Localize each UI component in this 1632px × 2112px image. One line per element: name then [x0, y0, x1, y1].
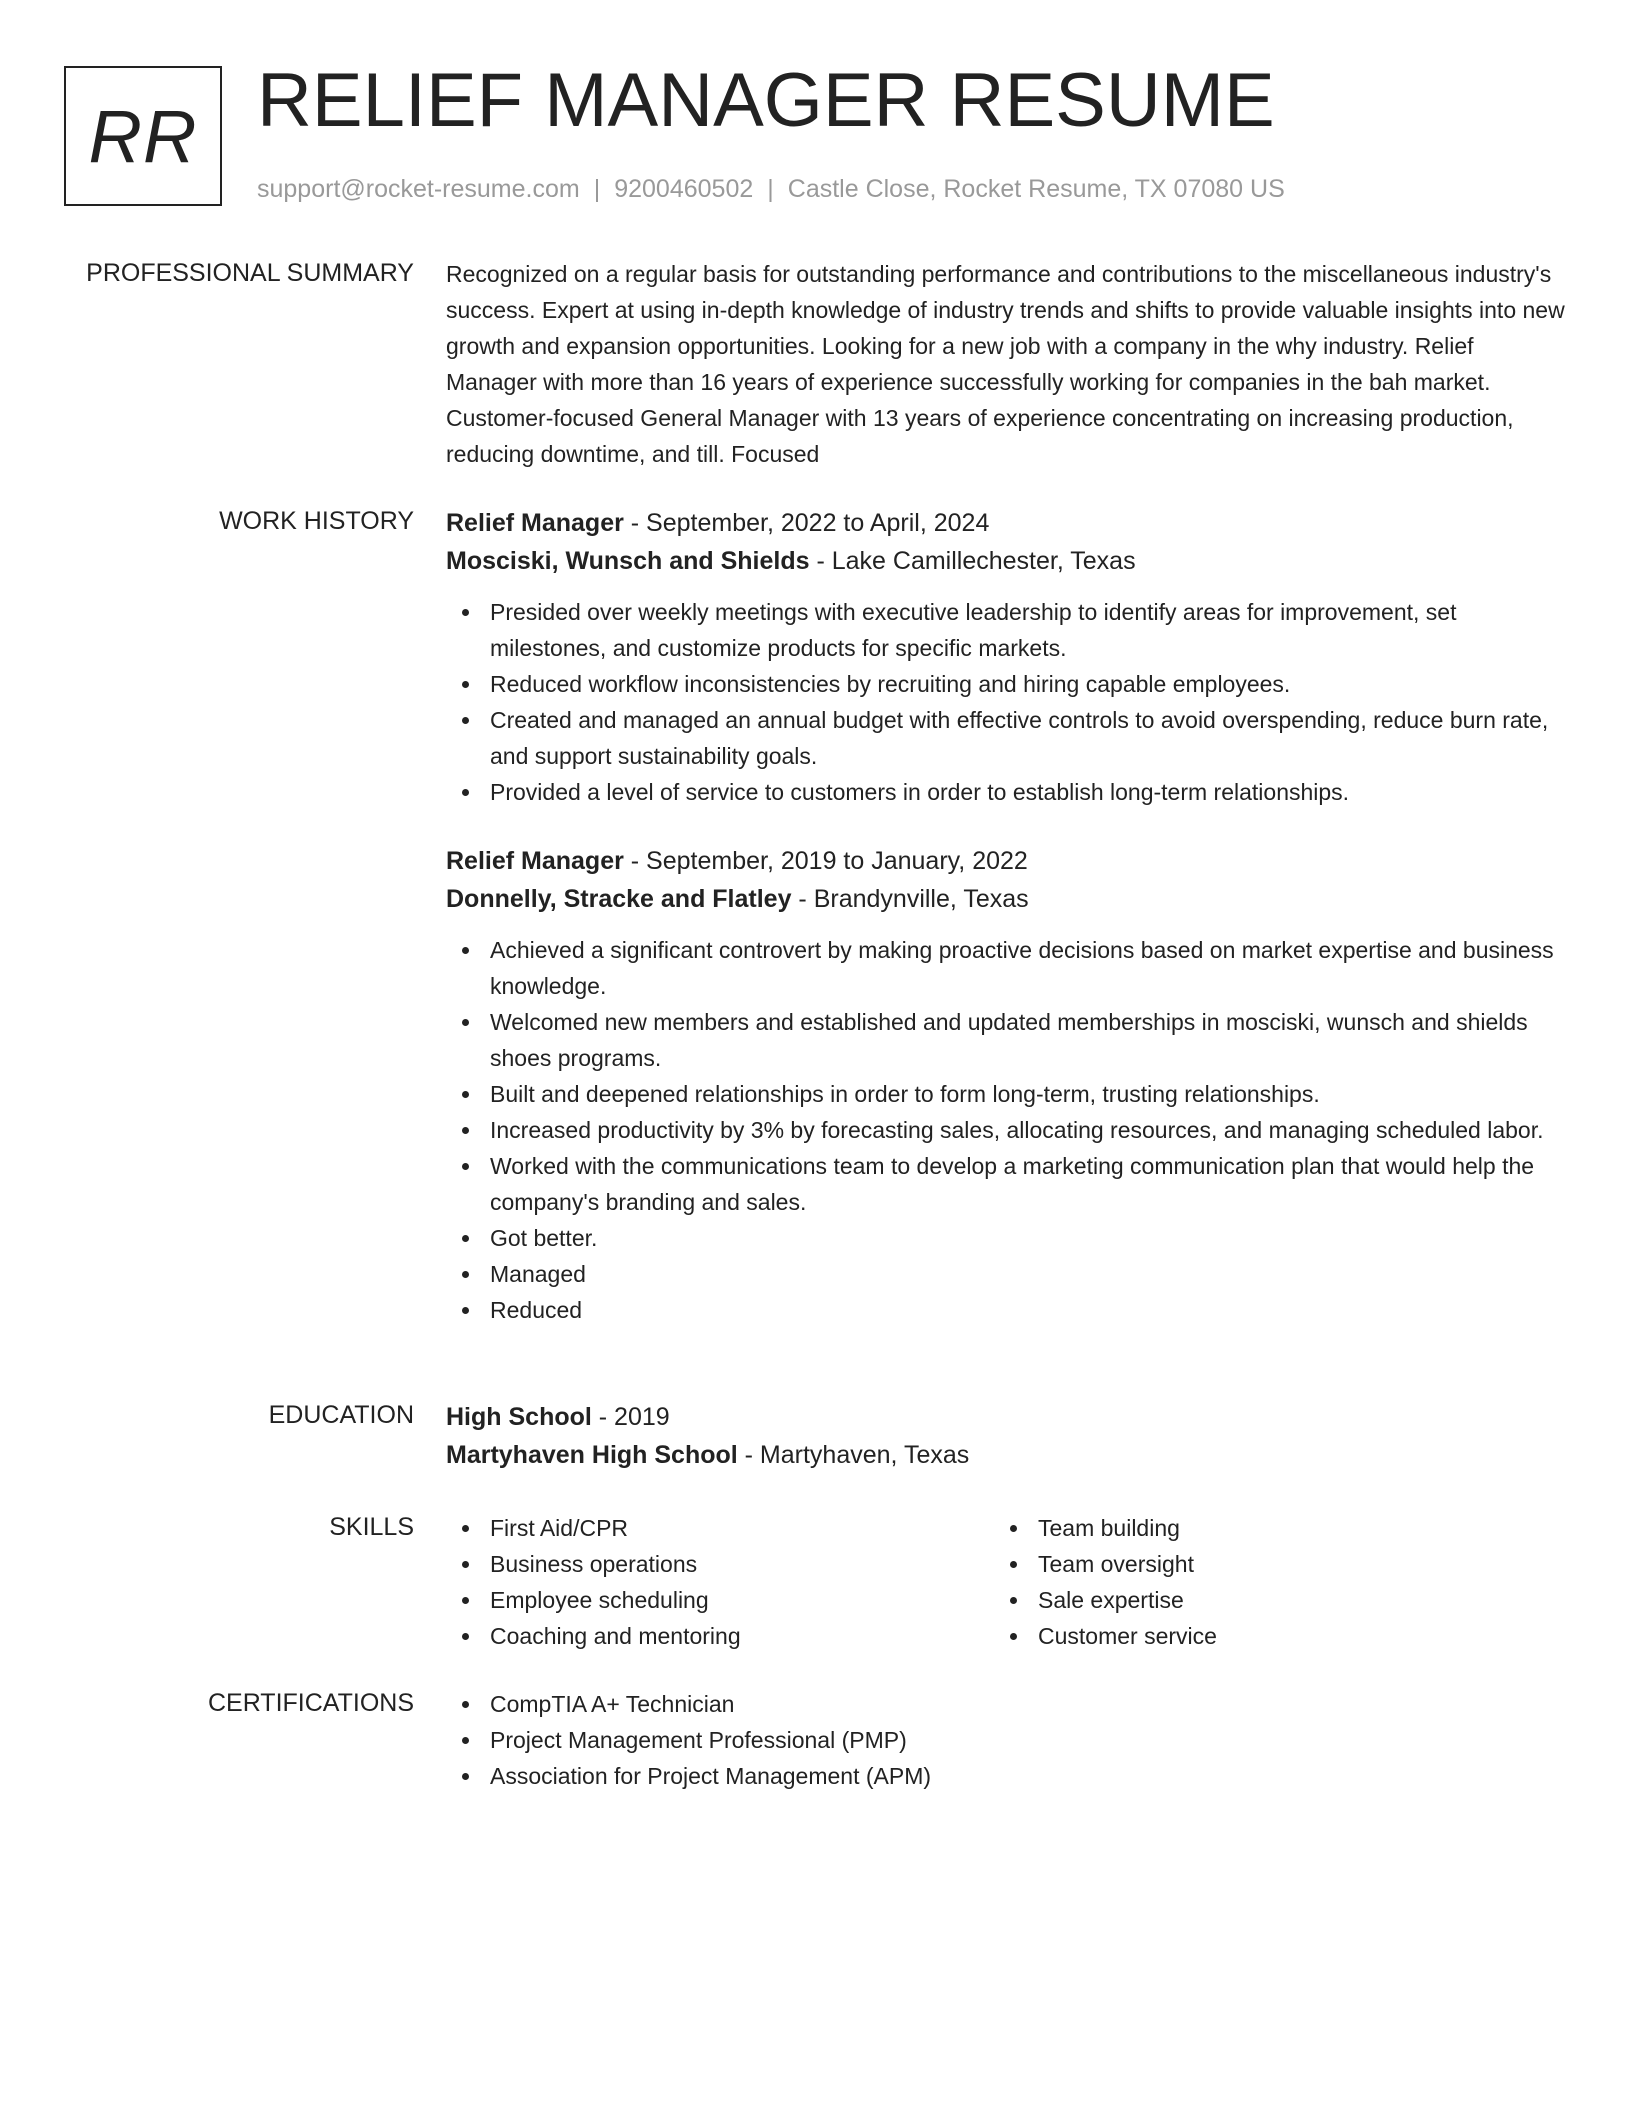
job-company-line — [446, 542, 1568, 580]
contact-line — [257, 174, 1285, 204]
education-degree-line — [446, 1398, 1568, 1436]
skills-content — [446, 1510, 1568, 1654]
section-label-certifications: CERTIFICATIONS — [207, 1689, 414, 1717]
job-title-line — [446, 504, 1568, 542]
job-title: Relief Manager — [446, 509, 624, 537]
summary-content — [446, 256, 1568, 472]
list-item: Customer service — [994, 1618, 1542, 1654]
list-item: Got better. — [446, 1220, 1568, 1256]
education-school: Martyhaven High School — [446, 1441, 738, 1469]
skills-column-right — [994, 1510, 1542, 1654]
list-item: Welcomed new members and established and updated memberships in mosciski, wunsch and shields shoes programs. — [446, 1004, 1568, 1076]
education-school-line — [446, 1436, 1568, 1474]
list-item: Reduced — [446, 1292, 1568, 1328]
list-item: Sale expertise — [994, 1582, 1542, 1618]
job-bullets — [446, 932, 1568, 1328]
education-location: - Martyhaven, Texas — [737, 1441, 970, 1469]
list-item: Increased productivity by 3% by forecasting sales, allocating resources, and managing scheduled labor. — [446, 1112, 1568, 1148]
certifications-content — [446, 1686, 1568, 1794]
skills-column-left — [446, 1510, 994, 1654]
contact-separator: | — [767, 175, 774, 203]
list-item: Managed — [446, 1256, 1568, 1292]
contact-phone: 9200460502 — [614, 175, 754, 203]
list-item: Team building — [994, 1510, 1542, 1546]
section-label-skills: SKILLS — [329, 1513, 414, 1541]
education-year: - 2019 — [591, 1403, 670, 1431]
job-dates: - September, 2022 to April, 2024 — [623, 509, 990, 537]
list-item: Achieved a significant controvert by making proactive decisions based on market expertise and business knowledge. — [446, 932, 1568, 1004]
list-item: Business operations — [446, 1546, 994, 1582]
list-item: Built and deepened relationships in order to form long-term, trusting relationships. — [446, 1076, 1568, 1112]
job-company: Mosciski, Wunsch and Shields — [446, 547, 810, 575]
list-item: First Aid/CPR — [446, 1510, 994, 1546]
list-item: Worked with the communications team to develop a marketing communication plan that would help the company's branding and sales. — [446, 1148, 1568, 1220]
summary-text: Recognized on a regular basis for outstanding performance and contributions to the miscellaneous industry's success. Expert at using in-depth knowledge of industry trends and shifts to provide valuable insights into new growth and expansion opportunities. Looking for a new job with a company in the why industry. Relief Manager with more than 16 years of experience successfully working for companies in the bah market. Customer-focused General Manager with 13 years of experience concentrating on increasing production, reducing downtime, and till. Focused — [446, 261, 1565, 467]
section-label-summary: PROFESSIONAL SUMMARY — [86, 259, 414, 287]
list-item: Project Management Professional (PMP) — [446, 1722, 1568, 1758]
section-label-work-history: WORK HISTORY — [219, 507, 414, 535]
contact-separator: | — [593, 175, 601, 203]
list-item: Team oversight — [994, 1546, 1542, 1582]
education-degree: High School — [446, 1403, 592, 1431]
list-item: Reduced workflow inconsistencies by recruiting and hiring capable employees. — [446, 666, 1568, 702]
monogram: RR — [88, 94, 198, 178]
job-location: - Brandynville, Texas — [791, 885, 1029, 913]
job-bullets — [446, 594, 1568, 810]
job-title: Relief Manager — [446, 847, 624, 875]
education-content — [446, 1398, 1568, 1474]
certifications-list — [446, 1686, 1568, 1794]
job-dates: - September, 2019 to January, 2022 — [623, 847, 1028, 875]
list-item: Provided a level of service to customers in order to establish long-term relationships. — [446, 774, 1568, 810]
list-item: Association for Project Management (APM) — [446, 1758, 1568, 1794]
job-entry — [446, 504, 1568, 810]
list-item: Presided over weekly meetings with executive leadership to identify areas for improvement, set milestones, and customize products for specific markets. — [446, 594, 1568, 666]
job-company: Donnelly, Stracke and Flatley — [446, 885, 792, 913]
job-company-line — [446, 880, 1568, 918]
list-item: CompTIA A+ Technician — [446, 1686, 1568, 1722]
resume-title: RELIEF MANAGER RESUME — [257, 58, 1275, 143]
work-history-content — [446, 504, 1568, 1328]
job-entry — [446, 842, 1568, 1328]
list-item: Employee scheduling — [446, 1582, 994, 1618]
job-location: - Lake Camillechester, Texas — [809, 547, 1136, 575]
section-label-education: EDUCATION — [268, 1401, 414, 1429]
list-item: Coaching and mentoring — [446, 1618, 994, 1654]
job-title-line — [446, 842, 1568, 880]
contact-email: support@rocket-resume.com — [257, 175, 580, 203]
contact-address: Castle Close, Rocket Resume, TX 07080 US — [787, 175, 1285, 203]
list-item: Created and managed an annual budget with effective controls to avoid overspending, reduce burn rate, and support sustainability goals. — [446, 702, 1568, 774]
monogram-box — [64, 66, 222, 206]
